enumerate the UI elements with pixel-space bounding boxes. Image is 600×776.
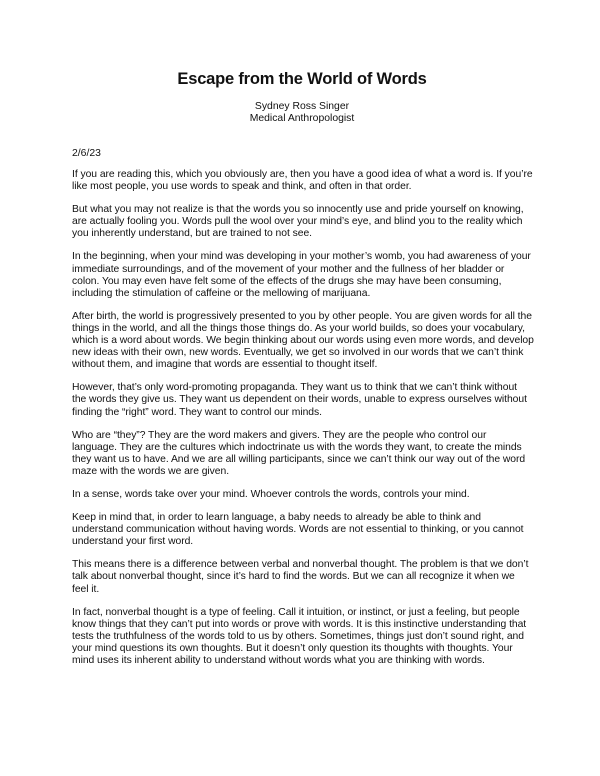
document-page <box>72 0 532 776</box>
document-date: 2/6/23 <box>72 148 101 159</box>
paragraph: Keep in mind that, in order to learn language, a baby needs to already be able to think and understand communication without having words. Words are not essential to thinking, or you cannot understand your first word. <box>72 512 524 548</box>
paragraph: However, that’s only word-promoting propaganda. They want us to think that we can’t think without the words they give us. They want us dependent on their words, unable to express ourselves without finding the “right” word. They want to control our minds. <box>72 382 527 418</box>
paragraph: This means there is a difference between verbal and nonverbal thought. The problem is that we don’t talk about nonverbal thought, since it’s hard to find the words. But we can all recognize it when we feel it. <box>72 559 529 595</box>
paragraph: In fact, nonverbal thought is a type of feeling. Call it intuition, or instinct, or just a feeling, but people know things that they can’t put into words or prove with words. It is this instinctive understanding that tests the truthfulness of the words told to us by others. Sometimes, things just don’t sound right, and your mind questions its own thoughts. But it doesn’t only question its thoughts with thoughts. Your mind uses its inherent ability to understand without words what you are thinking with words. <box>72 606 527 666</box>
document-body <box>72 169 534 678</box>
paragraph: In the beginning, when your mind was developing in your mother’s womb, you had awareness of your immediate surroundings, and of the movement of your mother and the fullness of her bladder or colon. You may even have felt some of the effects of the drugs she may have been consuming, including the stimulation of caffeine or the mellowing of marijuana. <box>72 251 531 299</box>
document-title: Escape from the World of Words <box>177 70 427 88</box>
author-role: Medical Anthropologist <box>249 113 355 124</box>
paragraph: In a sense, words take over your mind. Whoever controls the words, controls your mind. <box>72 488 470 500</box>
document-author: Sydney Ross Singer <box>254 101 350 112</box>
paragraph: But what you may not realize is that the words you so innocently use and pride yourself on knowing, are actually fooling you. Words pull the wool over your mind’s eye, and blind you to the reality which you inherently understand, but are trained to not see. <box>72 204 524 240</box>
paragraph: If you are reading this, which you obviously are, then you have a good idea of what a word is. If you’re like most people, you use words to speak and think, and often in that order. <box>72 169 533 193</box>
paragraph: After birth, the world is progressively presented to you by other people. You are given words for all the things in the world, and all the things those things do. As your world builds, so does your vocabulary, which is a word about words. We begin thinking about our words using even more words, and develop new ideas with their own, new words. Eventually, we get so involved in our words that we can’t think without them, and imagine that words are essential to thought itself. <box>72 310 534 371</box>
paragraph: Who are “they”? They are the word makers and givers. They are the people who control our language. They are the cultures which indoctrinate us with the words they want, to create the minds they want us to have. And we are all willing participants, since we can’t think our way out of the word maze with the words we are given. <box>72 429 526 477</box>
